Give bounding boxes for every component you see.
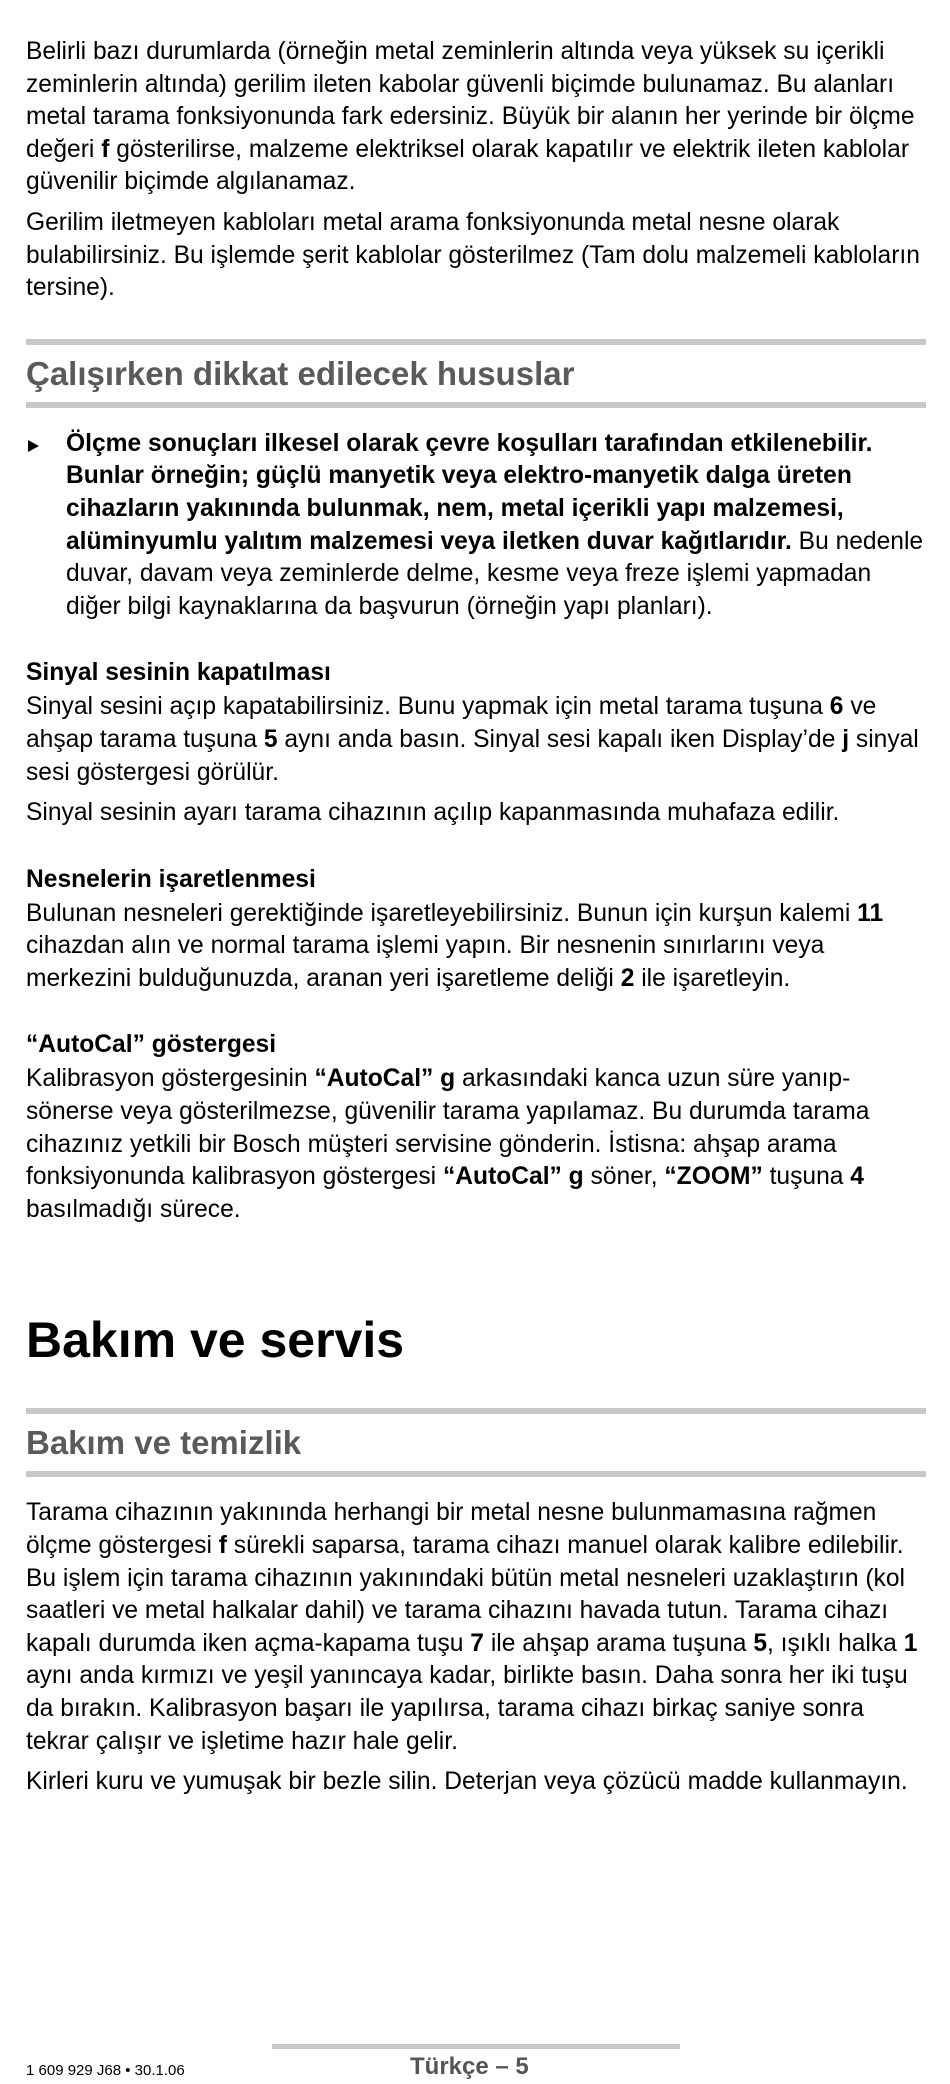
- warning-bullet-text: Ölçme sonuçları ilkesel olarak çevre koşulları tarafından etkilenebilir. Bunlar örneğin; güçlü manyetik veya elektro-manyetik dalga üreten cihazların yakınında bulunmak, nem, metal içerikli yapı malzemesi, alüminyumlu yalıtım malzemesi veya iletken duvar kağıtlarıdır. Bu nedenle duvar, davam veya zeminlerde delme, kesme veya freze işlemi yapmadan diğer bilgi kaynaklarına da başvurun (örneğin yapı planları).: [66, 429, 924, 620]
- section-title-work-notes: Çalışırken dikkat edilecek hususlar: [26, 339, 926, 408]
- care-paragraph-1: Tarama cihazının yakınında herhangi bir metal nesne bulunmamasına rağmen ölçme göstergesi f sürekli saparsa, tarama cihazı manuel olarak kalibre edilebilir. Bu işlem için tarama cihazının yakınındaki bütün metal nesneleri uzaklaştırın (kol saatleri ve metal halkalar dahil) ve tarama cihazını havada tutun. Tarama cihazı kapalı durumda iken açma-kapama tuşu 7 ile ahşap arama tuşuna 5, ışıklı halka 1 aynı anda kırmızı ve yeşil yanıncaya kadar, birlikte basın. Daha sonra her iki tuşu da bırakın. Kalibrasyon başarı ile yapılırsa, tarama cihazı birkaç saniye sonra tekrar çalışır ve işletime hazır hale gelir.: [26, 1499, 918, 1755]
- signal-paragraph-2: Sinyal sesinin ayarı tarama cihazının açılıp kapanmasında muhafaza edilir.: [26, 799, 840, 827]
- warning-bullet: [26, 428, 926, 624]
- chapter-title: Bakım ve servis: [26, 1312, 405, 1369]
- footer-doc-code: 1 609 929 J68 • 30.1.06: [26, 2062, 185, 2079]
- intro-paragraph-1: Belirli bazı durumlarda (örneğin metal zeminlerin altında veya yüksek su içerikli zeminlerin altında) gerilim ileten kabolar güvenli biçimde bulunamaz. Bu alanları metal tarama fonksiyonunda fark edersiniz. Büyük bir alanın her yerinde bir ölçme değeri f gösterilirse, malzeme elektriksel olarak kapatılır ve elektrik ileten kablolar güvenilir biçimde algılanamaz.: [26, 38, 915, 196]
- section-title-care: Bakım ve temizlik: [26, 1408, 926, 1477]
- care-paragraph-2: Kirleri kuru ve yumuşak bir bezle silin. Deterjan veya çözücü madde kullanmayın.: [26, 1768, 908, 1796]
- heading-autocal: “AutoCal” göstergesi: [26, 1031, 277, 1059]
- bullet-triangle-icon: [28, 440, 39, 452]
- footer-page-label: Türkçe – 5: [410, 2053, 529, 2080]
- signal-paragraph-1: Sinyal sesini açıp kapatabilirsiniz. Bunu yapmak için metal tarama tuşuna 6 ve ahşap tarama tuşuna 5 aynı anda basın. Sinyal sesi kapalı iken Display’de j sinyal sesi göstergesi görülür.: [26, 693, 919, 786]
- intro-paragraph-2: Gerilim iletmeyen kabloları metal arama fonksiyonunda metal nesne olarak bulabilirsiniz. Bu işlemde şerit kablolar gösterilmez (Tam dolu malzemeli kabloların tersine).: [26, 208, 920, 302]
- document-page: [26, 36, 926, 1807]
- heading-marking-objects: Nesnelerin işaretlenmesi: [26, 865, 316, 893]
- autocal-paragraph-1: Kalibrasyon göstergesinin “AutoCal” g arkasındaki kanca uzun süre yanıp-sönerse veya gösterilmezse, güvenilir tarama yapılamaz. Bu durumda tarama cihazınız yetkili bir Bosch müşteri servisine gönderin. İstisna: ahşap arama fonksiyonunda kalibrasyon göstergesi “AutoCal” g söner, “ZOOM” tuşuna 4 basılmadığı sürece.: [26, 1065, 870, 1223]
- heading-signal-sound: Sinyal sesinin kapatılması: [26, 659, 331, 687]
- footer-divider: [272, 2044, 680, 2049]
- marking-paragraph-1: Bulunan nesneleri gerektiğinde işaretleyebilirsiniz. Bunun için kurşun kalemi 11 cihazdan alın ve normal tarama işlemi yapın. Bir nesnenin sınırlarını veya merkezini bulduğunuzda, aranan yeri işaretleme deliği 2 ile işaretleyin.: [26, 899, 884, 992]
